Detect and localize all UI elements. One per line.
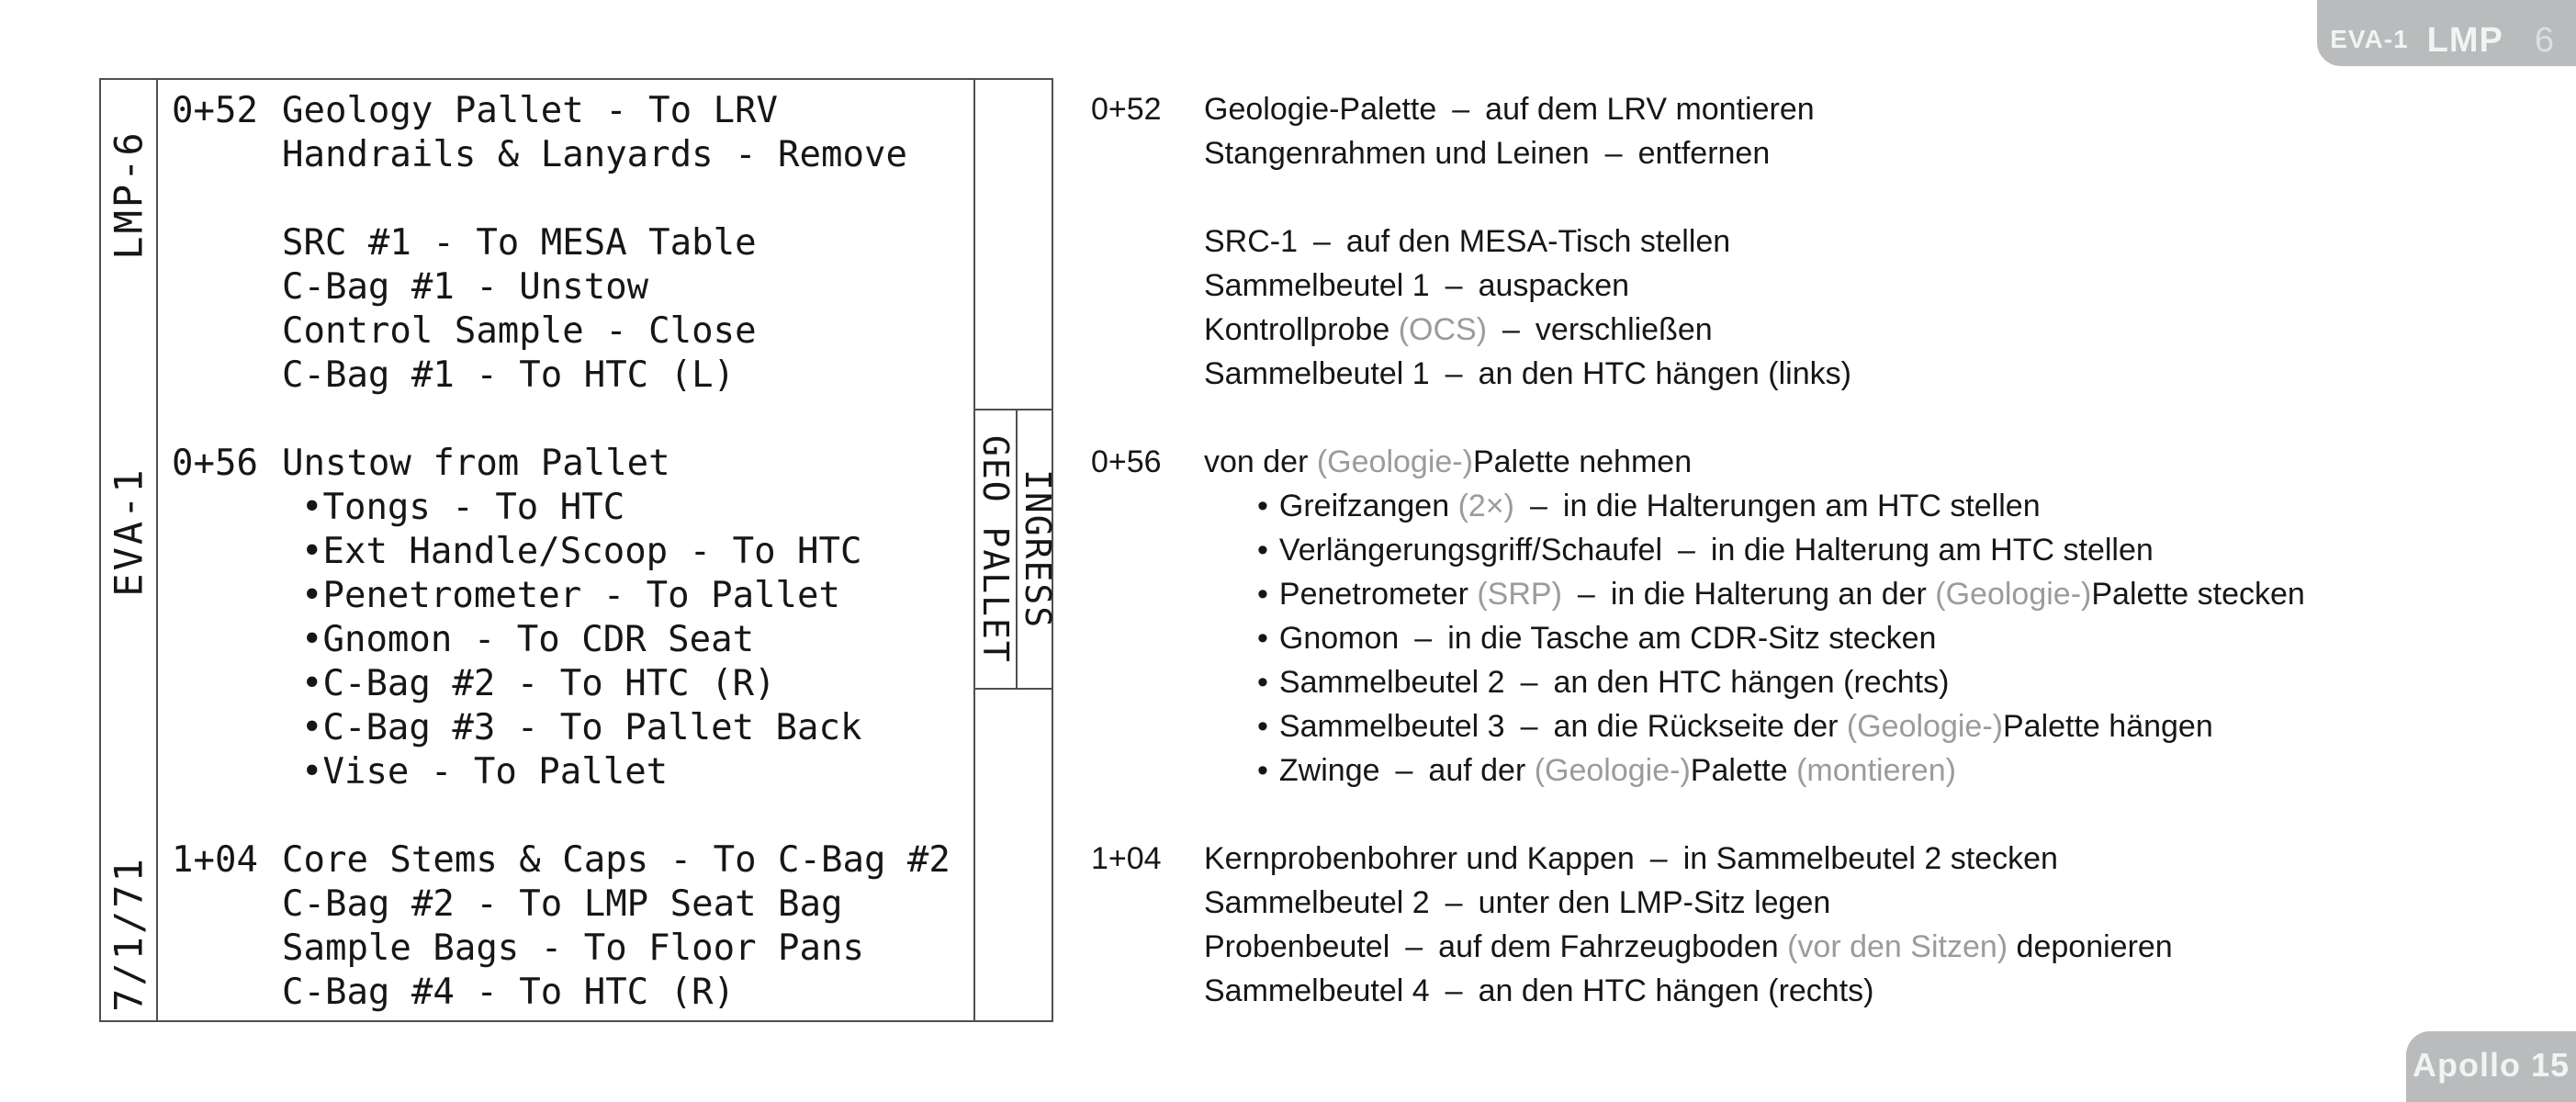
annotation-text: (montieren) xyxy=(1796,753,1956,788)
checklist-line xyxy=(172,530,960,574)
time-label: 1+04 xyxy=(1091,841,1162,876)
step-text: •Vise - To Pallet xyxy=(301,751,669,793)
step-text: Core Stems & Caps - To C-Bag #2 xyxy=(282,839,951,881)
step-text: •Tongs - To HTC xyxy=(301,487,625,528)
time-label: 0+52 xyxy=(1091,92,1162,127)
step-text xyxy=(1204,264,1629,308)
checklist-line xyxy=(172,265,960,309)
checklist-line xyxy=(172,89,960,133)
step-text-segment: von der xyxy=(1204,444,1317,479)
step-text-segment: – in die Halterung an der xyxy=(1561,577,1936,612)
checklist-line xyxy=(172,486,960,530)
annotation-text: (OCS) xyxy=(1398,312,1488,347)
checklist-line xyxy=(172,309,960,354)
translation-line xyxy=(1091,528,2524,572)
step-text: SRC #1 - To MESA Table xyxy=(282,222,757,264)
step-text-segment: – verschließen xyxy=(1487,312,1713,347)
step-text-segment: Probenbeutel – auf dem Fahrzeugboden xyxy=(1204,929,1788,964)
checklist-line xyxy=(172,706,960,750)
translation-line xyxy=(1091,352,2524,396)
checklist-line xyxy=(172,618,960,662)
bullet-icon: • xyxy=(1257,577,1268,612)
step-text xyxy=(1204,219,1730,264)
step-text-segment: Gnomon – in die Tasche am CDR-Sitz stecken xyxy=(1278,621,1937,656)
translation-line xyxy=(1091,87,2524,131)
step-text xyxy=(1204,440,1692,484)
step-text xyxy=(1204,87,1815,131)
side-label-page: LMP-6 xyxy=(106,129,152,260)
step-text: C-Bag #1 - To HTC (L) xyxy=(282,354,736,396)
step-text-segment: Zwinge – auf der xyxy=(1278,753,1535,788)
translation-line xyxy=(1091,660,2524,704)
side-label-date: 7/1/71 xyxy=(106,856,152,1012)
step-text-segment: Penetrometer xyxy=(1278,577,1478,612)
step-text xyxy=(1204,925,2173,969)
translation-line xyxy=(1091,572,2524,616)
translation-line xyxy=(1091,175,2524,219)
translation-line xyxy=(1091,837,2524,881)
side-label-column xyxy=(101,80,158,1020)
step-text xyxy=(1257,484,2041,528)
annotation-text: (2×) xyxy=(1457,489,1514,523)
step-text: Sample Bags - To Floor Pans xyxy=(282,928,864,969)
translation-line xyxy=(1091,131,2524,175)
page-number: 6 xyxy=(2534,20,2554,60)
translation-line xyxy=(1091,704,2524,748)
step-text: •Ext Handle/Scoop - To HTC xyxy=(301,531,862,572)
annotation-text: (Geologie-) xyxy=(1846,709,2003,744)
bullet-icon: • xyxy=(1257,709,1268,744)
translation-rows xyxy=(1091,87,2524,1013)
step-text-segment: SRC-1 – auf den MESA-Tisch stellen xyxy=(1204,224,1731,259)
step-text-segment: Verlängerungsgriff/Schaufel – in die Halterung am HTC stellen xyxy=(1278,533,2154,568)
step-text xyxy=(1257,660,1949,704)
translation-line xyxy=(1091,484,2524,528)
checklist-line xyxy=(172,221,960,265)
step-text xyxy=(1257,528,2154,572)
time-label: 0+52 xyxy=(172,90,258,131)
step-text-segment: Palette nehmen xyxy=(1472,444,1693,479)
checklist-line xyxy=(172,883,960,927)
step-text: •C-Bag #3 - To Pallet Back xyxy=(301,707,862,748)
tab-label-geo-pallet: GEO PALLET xyxy=(975,434,1016,664)
annotation-text: (Geologie-) xyxy=(1316,444,1473,479)
checklist-line xyxy=(172,177,960,221)
bullet-icon: • xyxy=(1257,753,1268,788)
step-text-segment: – in die Halterungen am HTC stellen xyxy=(1514,489,2041,523)
crew-role-label: LMP xyxy=(2426,20,2503,60)
side-label-eva: EVA-1 xyxy=(106,467,152,597)
tab-strip xyxy=(973,80,1058,1020)
translation-line xyxy=(1091,881,2524,925)
translation-line xyxy=(1091,264,2524,308)
step-text-segment: Sammelbeutel 1 – auspacken xyxy=(1204,268,1630,303)
step-text-segment: Palette xyxy=(1690,753,1797,788)
step-text: C-Bag #2 - To LMP Seat Bag xyxy=(282,883,843,925)
tab-col-ingress xyxy=(1018,410,1058,688)
checklist-line xyxy=(172,442,960,486)
checklist-box xyxy=(99,78,1058,1022)
bullet-icon: • xyxy=(1257,621,1268,656)
checklist-line xyxy=(172,354,960,398)
step-text-segment: Palette stecken xyxy=(2091,577,2305,612)
step-text: •C-Bag #2 - To HTC (R) xyxy=(301,663,776,704)
bullet-icon: • xyxy=(1257,489,1268,523)
step-text xyxy=(1257,704,2213,748)
annotation-text: (Geologie-) xyxy=(1935,577,2092,612)
step-text: Handrails & Lanyards - Remove xyxy=(282,134,907,175)
step-text-segment: Kontrollprobe xyxy=(1204,312,1399,347)
time-label: 0+56 xyxy=(1091,444,1162,479)
step-text-segment: Sammelbeutel 2 – unter den LMP-Sitz legen xyxy=(1204,885,1831,920)
step-text xyxy=(1204,352,1851,396)
bullet-icon: • xyxy=(1257,665,1268,700)
translation-line xyxy=(1091,616,2524,660)
step-text: C-Bag #4 - To HTC (R) xyxy=(282,972,736,1013)
step-text: C-Bag #1 - Unstow xyxy=(282,266,649,308)
checklist-line xyxy=(172,574,960,618)
checklist-rows xyxy=(172,89,960,1015)
step-text xyxy=(1257,748,1956,793)
translation-line xyxy=(1091,748,2524,793)
step-text-segment: Stangenrahmen und Leinen – entfernen xyxy=(1204,136,1771,171)
translation-line xyxy=(1091,396,2524,440)
time-label: 1+04 xyxy=(172,839,258,881)
checklist-line xyxy=(172,927,960,971)
step-text xyxy=(1204,837,2058,881)
checklist-line xyxy=(172,971,960,1015)
annotation-text: (Geologie-) xyxy=(1534,753,1691,788)
step-text xyxy=(1204,969,1874,1013)
step-text-segment: deponieren xyxy=(2008,929,2173,964)
translation-line xyxy=(1091,308,2524,352)
tab-label-ingress: INGRESS xyxy=(1018,468,1058,630)
translation-line xyxy=(1091,925,2524,969)
checklist-line xyxy=(172,838,960,883)
step-text-segment: Sammelbeutel 1 – an den HTC hängen (links) xyxy=(1204,356,1851,391)
translation-line xyxy=(1091,969,2524,1013)
time-label: 0+56 xyxy=(172,443,258,484)
step-text xyxy=(1257,572,2305,616)
step-text xyxy=(1204,131,1770,175)
step-text: Unstow from Pallet xyxy=(282,443,670,484)
checklist-line xyxy=(172,794,960,838)
step-text xyxy=(1257,616,1936,660)
annotation-text: (SRP) xyxy=(1477,577,1562,612)
mission-label: Apollo 15 xyxy=(2412,1045,2570,1084)
step-text: Geology Pallet - To LRV xyxy=(282,90,779,131)
translation-line xyxy=(1091,219,2524,264)
annotation-text: (vor den Sitzen) xyxy=(1787,929,2008,964)
step-text-segment: Sammelbeutel 2 – an den HTC hängen (rechts) xyxy=(1278,665,1950,700)
ingress-geo-pallet-tab xyxy=(975,409,1058,690)
page-header-badge xyxy=(2317,0,2576,66)
step-text-segment: Palette hängen xyxy=(2002,709,2213,744)
step-text-segment: Geologie-Palette – auf dem LRV montieren xyxy=(1204,92,1815,127)
step-text xyxy=(1204,881,1830,925)
translation-line xyxy=(1091,793,2524,837)
step-text-segment: Sammelbeutel 4 – an den HTC hängen (rechts) xyxy=(1204,973,1874,1008)
bullet-icon: • xyxy=(1257,533,1268,568)
tab-col-geo-pallet xyxy=(975,410,1018,688)
step-text: Control Sample - Close xyxy=(282,310,757,352)
step-text: •Penetrometer - To Pallet xyxy=(301,575,840,616)
checklist-line xyxy=(172,750,960,794)
step-text: •Gnomon - To CDR Seat xyxy=(301,619,755,660)
checklist-line xyxy=(172,662,960,706)
checklist-line xyxy=(172,133,960,177)
step-text-segment: Sammelbeutel 3 – an die Rückseite der xyxy=(1278,709,1847,744)
checklist-line xyxy=(172,398,960,442)
translation-line xyxy=(1091,440,2524,484)
step-text-segment: Kernprobenbohrer und Kappen – in Sammelbeutel 2 stecken xyxy=(1204,841,2058,876)
eva-label: EVA-1 xyxy=(2330,25,2409,53)
step-text xyxy=(1204,308,1713,352)
page-footer-badge xyxy=(2406,1031,2576,1102)
step-text-segment: Greifzangen xyxy=(1278,489,1458,523)
